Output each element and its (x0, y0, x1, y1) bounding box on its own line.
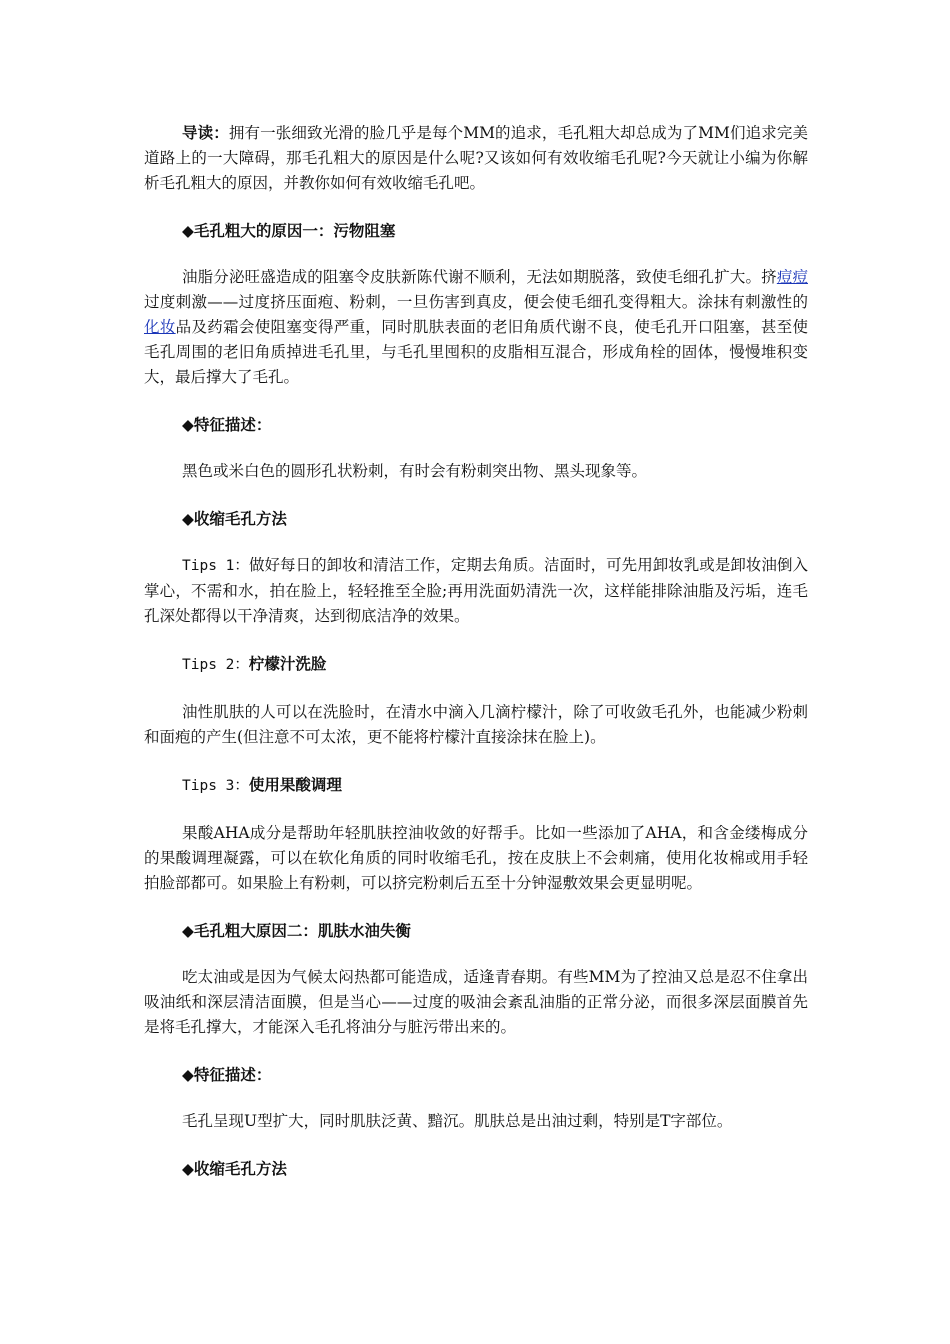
section1-method-heading: ◆收缩毛孔方法 (182, 509, 287, 528)
tip-3-text: 果酸AHA成分是帮助年轻肌肤控油收敛的好帮手。比如一些添加了AHA，和含金缕梅成分的果酸调理凝露，可以在软化角质的同时收缩毛孔，按在皮肤上不会刺痛，使用化妆棉或用手轻拍脸部都可。如果脸上有粉刺，可以挤完粉刺后五至十分钟湿敷效果会更显明呢。 (144, 824, 808, 892)
section1-feature-heading: ◆特征描述： (182, 415, 272, 434)
section1-text-part2: 过度刺激——过度挤压面疱、粉刺，一旦伤害到真皮，便会使毛细孔变得粗大。涂抹有刺激性的 (144, 293, 808, 311)
section1-text-part3: 品及药霜会使阻塞变得严重，同时肌肤表面的老旧角质代谢不良，使毛孔开口阻塞，甚至使毛孔周围的老旧角质掉进毛孔里，与毛孔里囤积的皮脂相互混合，形成角栓的固体，慢慢堆积变大，最后撑大了毛孔。 (144, 318, 808, 386)
tip-3-label: Tips 3： (182, 778, 249, 794)
section2-heading: ◆毛孔粗大原因二：肌肤水油失衡 (182, 921, 411, 940)
tip-2-title: 柠檬汁洗脸 (248, 654, 327, 673)
section2-feature-text: 毛孔呈现U型扩大，同时肌肤泛黄、黯沉。肌肤总是出油过剩，特别是T字部位。 (182, 1112, 733, 1130)
tip-1-label: Tips 1： (182, 558, 249, 574)
section1-heading: ◆毛孔粗大的原因一：污物阻塞 (182, 221, 396, 240)
tip-2-heading (144, 651, 808, 678)
section1-text-part1: 油脂分泌旺盛造成的阻塞令皮肤新陈代谢不顺利，无法如期脱落，致使毛细孔扩大。挤 (182, 268, 777, 286)
tip-3-heading (144, 772, 808, 799)
section2-method-heading: ◆收缩毛孔方法 (182, 1159, 287, 1178)
tip-3-title: 使用果酸调理 (248, 775, 342, 794)
intro-label: 导读： (182, 123, 229, 142)
tip-1-text: 做好每日的卸妆和清洁工作，定期去角质。洁面时，可先用卸妆乳或是卸妆油倒入掌心，不需和水，拍在脸上，轻轻推至全脸;再用洗面奶清洗一次，这样能排除油脂及污垢，连毛孔深处都得以干净清爽，达到彻底洁净的效果。 (144, 556, 808, 625)
tip-1-paragraph (144, 553, 808, 629)
document-body (144, 120, 808, 1181)
section2-feature-heading: ◆特征描述： (182, 1065, 272, 1084)
section1-feature-text: 黑色或米白色的圆形孔状粉刺，有时会有粉刺突出物、黑头现象等。 (182, 462, 648, 480)
section2-paragraph: 吃太油或是因为气候太闷热都可能造成，适逢青春期。有些MM为了控油又总是忍不住拿出吸油纸和深层清洁面膜，但是当心——过度的吸油会紊乱油脂的正常分泌，而很多深层面膜首先是将毛孔撑大，才能深入毛孔将油分与脏污带出来的。 (144, 968, 808, 1036)
tip-2-label: Tips 2： (182, 657, 249, 673)
intro-text: 拥有一张细致光滑的脸几乎是每个MM的追求，毛孔粗大却总成为了MM们追求完美道路上的一大障碍，那毛孔粗大的原因是什么呢?又该如何有效收缩毛孔呢?今天就让小编为你解析毛孔粗大的原因，并教你如何有效收缩毛孔吧。 (144, 124, 808, 192)
tip-2-text: 油性肌肤的人可以在洗脸时，在清水中滴入几滴柠檬汁，除了可收敛毛孔外，也能减少粉刺和面疱的产生(但注意不可太浓，更不能将柠檬汁直接涂抹在脸上)。 (144, 703, 808, 746)
intro-paragraph (144, 120, 808, 196)
section1-paragraph (144, 265, 808, 390)
acne-link[interactable]: 痘痘 (776, 268, 808, 286)
makeup-link[interactable]: 化妆 (144, 318, 176, 336)
